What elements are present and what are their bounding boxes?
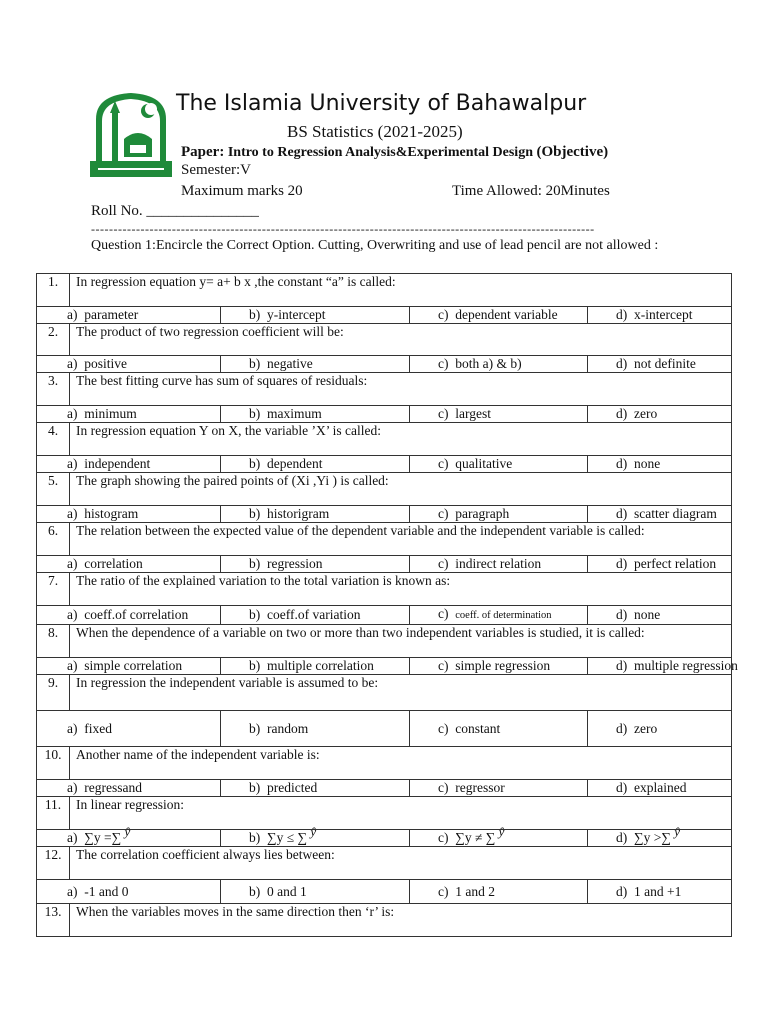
option-text: multiple regression [634,658,738,673]
option-text: minimum [84,406,137,421]
question-text: When the variables moves in the same direction then ‘r’ is: [70,904,732,937]
option-letter: b) [249,356,267,371]
question-row [37,797,732,830]
options-row [37,606,732,625]
option-letter: c) [438,506,456,521]
question-number: 5. [37,473,70,506]
option-letter: d) [616,720,634,736]
option-text: correlation [84,556,143,571]
option-d[interactable] [588,780,732,797]
options-row [37,406,732,423]
option-text: maximum [267,406,322,421]
option-letter: d) [616,307,634,322]
question-number: 2. [37,324,70,356]
option-a[interactable] [37,711,221,747]
option-a[interactable] [37,606,221,625]
question-number: 8. [37,625,70,658]
option-c[interactable] [410,556,588,573]
option-b[interactable] [221,307,410,324]
option-text: perfect relation [634,556,717,571]
y-hat-symbol: ŷ [495,824,505,839]
question-number: 13. [37,904,70,937]
options-row [37,658,732,675]
option-letter: d) [616,356,634,371]
option-text: fixed [84,720,112,736]
question-number: 4. [37,423,70,456]
roll-number: Roll No. _______________ [91,203,259,219]
question-row [37,423,732,456]
option-letter: d) [616,406,634,421]
options-row [37,506,732,523]
option-letter: a) [67,830,85,845]
question-row [37,473,732,506]
option-letter: c) [438,780,456,795]
option-a[interactable] [37,456,221,473]
option-letter: c) [438,556,456,571]
option-letter: b) [249,658,267,673]
option-text: predicted [267,780,318,795]
question-number: 7. [37,573,70,606]
question-number: 9. [37,675,70,711]
option-letter: d) [616,830,634,845]
question-text: In regression the independent variable is assumed to be: [70,675,732,711]
question-number: 10. [37,747,70,780]
option-text: indirect relation [455,556,542,571]
university-name: The Islamia University of Bahawalpur [176,91,587,116]
option-text: simple regression [455,658,551,673]
question-text: The relation between the expected value of the dependent variable and the independent variable is called: [70,523,732,556]
question-text: The graph showing the paired points of (Xi ,Yi ) is called: [70,473,732,506]
option-b[interactable] [221,711,410,747]
y-hat-symbol: ŷ [671,824,681,839]
question-row [37,324,732,356]
option-text: histogram [84,506,139,521]
option-c[interactable] [410,880,588,904]
option-a[interactable] [37,658,221,675]
option-text: zero [634,720,658,736]
question-number: 6. [37,523,70,556]
option-text: regression [267,556,323,571]
option-d[interactable] [588,406,732,423]
option-b[interactable] [221,456,410,473]
option-text: ∑y ≠ ∑ [455,830,496,845]
option-letter: c) [438,720,456,736]
option-text: ∑y =∑ [84,830,122,845]
y-hat-symbol: ŷ [307,824,317,839]
option-text: coeff. of determination [455,610,552,621]
option-a[interactable] [37,824,221,847]
option-letter: d) [616,506,634,521]
option-letter: d) [616,658,634,673]
paper-title: Intro to Regression Analysis&Experimental Design [227,145,533,160]
question-row [37,373,732,406]
option-b[interactable] [221,880,410,904]
option-d[interactable] [588,880,732,904]
option-text: zero [634,406,658,421]
option-letter: a) [67,456,85,471]
option-b[interactable] [221,658,410,675]
option-letter: a) [67,556,85,571]
paper-line [181,144,608,161]
option-text: 1 and +1 [634,883,682,899]
option-d[interactable] [588,824,732,847]
option-letter: a) [67,720,85,736]
option-text: parameter [84,307,139,322]
separator-line: ---------------------------------------------------------------------------------------------------------------- [91,222,595,236]
option-text: qualitative [455,456,513,471]
option-letter: b) [249,883,267,899]
university-logo [90,91,172,179]
option-text: -1 and 0 [84,883,129,899]
question-text: In regression equation Y on X, the variable ’X’ is called: [70,423,732,456]
option-letter: b) [249,506,267,521]
option-c[interactable] [410,606,588,625]
option-text: multiple correlation [267,658,374,673]
options-row [37,307,732,324]
option-letter: a) [67,780,85,795]
option-letter: a) [67,658,85,673]
option-a[interactable] [37,880,221,904]
option-letter: b) [249,406,267,421]
option-text: y-intercept [267,307,326,322]
question-text: The product of two regression coefficient will be: [70,324,732,356]
option-text: regressor [455,780,505,795]
option-text: not definite [634,356,696,371]
question-row [37,904,732,937]
option-letter: a) [67,406,85,421]
option-text: coeff.of correlation [84,607,189,622]
option-letter: a) [67,607,85,622]
option-letter: c) [438,456,456,471]
option-letter: b) [249,830,267,845]
option-letter: b) [249,780,267,795]
option-text: simple correlation [84,658,183,673]
option-c[interactable] [410,658,588,675]
option-c[interactable] [410,406,588,423]
option-text: 1 and 2 [455,883,495,899]
option-letter: b) [249,307,267,322]
question-text: In regression equation y= a+ b x ,the constant “a” is called: [70,274,732,307]
option-letter: a) [67,356,85,371]
option-text: dependent variable [455,307,558,322]
option-b[interactable] [221,506,410,523]
option-letter: d) [616,456,634,471]
question-row [37,847,732,880]
option-text: none [634,456,661,471]
option-text: random [267,720,309,736]
option-text: none [634,607,661,622]
option-letter: b) [249,720,267,736]
option-d[interactable] [588,456,732,473]
option-a[interactable] [37,556,221,573]
question-text: When the dependence of a variable on two or more than two independent variables is studied, it is called: [70,625,732,658]
option-text: x-intercept [634,307,693,322]
question-text: The best fitting curve has sum of squares of residuals: [70,373,732,406]
option-d[interactable] [588,506,732,523]
option-letter: c) [438,356,456,371]
question-text: In linear regression: [70,797,732,830]
option-c[interactable] [410,456,588,473]
option-c[interactable] [410,506,588,523]
option-letter: c) [438,883,456,899]
option-c[interactable] [410,307,588,324]
options-row [37,780,732,797]
option-b[interactable] [221,780,410,797]
options-row [37,711,732,747]
y-hat-symbol: ŷ [121,824,131,839]
option-letter: a) [67,883,85,899]
option-d[interactable] [588,711,732,747]
paper-label: Paper: [181,144,225,160]
option-text: ∑y ≤ ∑ [267,830,308,845]
option-d[interactable] [588,307,732,324]
option-b[interactable] [221,406,410,423]
instructions: Question 1:Encircle the Correct Option. Cutting, Overwriting and use of lead pencil are not allowed : [91,238,659,253]
option-text: explained [634,780,687,795]
question-row [37,573,732,606]
option-b[interactable] [221,556,410,573]
option-text: regressand [84,780,142,795]
option-a[interactable] [37,356,221,373]
question-text: The correlation coefficient always lies between: [70,847,732,880]
option-letter: c) [438,658,456,673]
option-text: 0 and 1 [267,883,307,899]
question-number: 1. [37,274,70,307]
program-title: BS Statistics (2021-2025) [287,122,463,141]
option-letter: c) [438,406,456,421]
option-d[interactable] [588,658,738,675]
option-letter: d) [616,883,634,899]
options-row [37,556,732,573]
option-text: paragraph [455,506,510,521]
question-number: 11. [37,797,70,830]
option-a[interactable] [37,506,221,523]
option-text: historigram [267,506,330,521]
options-row [37,830,732,847]
question-row [37,523,732,556]
time-allowed: Time Allowed: 20Minutes [452,183,610,199]
option-d[interactable] [588,356,732,373]
option-c[interactable] [410,780,588,797]
question-number: 12. [37,847,70,880]
paper-type: (Objective) [536,144,609,160]
option-b[interactable] [221,606,410,625]
question-text: The ratio of the explained variation to the total variation is known as: [70,573,732,606]
question-row [37,675,732,711]
option-text: negative [267,356,313,371]
option-letter: b) [249,556,267,571]
max-marks: Maximum marks 20 [181,183,303,199]
option-text: largest [455,406,491,421]
options-row [37,456,732,473]
option-text: coeff.of variation [267,607,361,622]
option-c[interactable] [410,356,588,373]
option-letter: c) [438,307,456,322]
option-c[interactable] [410,711,588,747]
option-b[interactable] [221,824,410,847]
option-text: independent [84,456,151,471]
option-text: dependent [267,456,323,471]
option-a[interactable] [37,307,221,324]
question-number: 3. [37,373,70,406]
option-letter: d) [616,607,634,622]
question-row [37,274,732,307]
option-text: ∑y >∑ [634,830,671,845]
option-letter: c) [438,830,456,845]
questions-table [36,273,738,937]
option-letter: a) [67,307,85,322]
question-text: Another name of the independent variable is: [70,747,732,780]
semester: Semester:V [181,162,251,178]
question-row [37,747,732,780]
question-row [37,625,732,658]
option-d[interactable] [588,556,732,573]
option-c[interactable] [410,824,588,847]
option-a[interactable] [37,780,221,797]
options-row [37,880,732,904]
option-b[interactable] [221,356,410,373]
option-a[interactable] [37,406,221,423]
option-letter: b) [249,456,267,471]
option-d[interactable] [588,606,732,625]
option-text: both a) & b) [455,356,522,371]
option-letter: b) [249,607,267,622]
options-row [37,356,732,373]
option-letter: c) [438,606,456,621]
option-letter: d) [616,780,634,795]
option-text: positive [84,356,127,371]
option-letter: a) [67,506,85,521]
option-text: constant [455,720,501,736]
option-letter: d) [616,556,634,571]
option-text: scatter diagram [634,506,717,521]
